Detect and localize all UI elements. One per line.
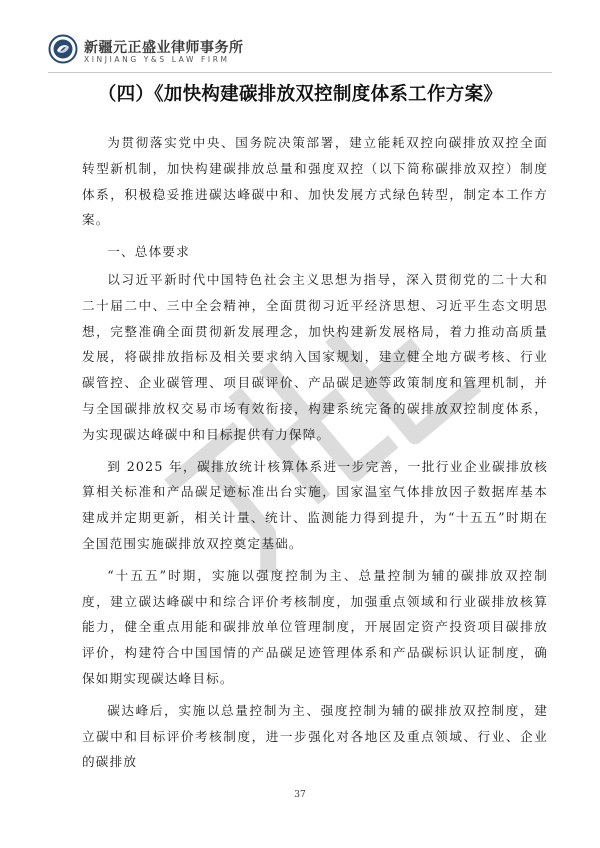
firm-name-cn: 新疆元正盛业律师事务所 [84, 40, 244, 56]
section-title: （四）《加快构建碳排放双控制度体系工作方案》 [97, 84, 503, 105]
document-body [82, 130, 548, 781]
letterhead [48, 34, 348, 70]
page-number: 37 [294, 790, 306, 800]
subheading-general-requirements: 一、总体要求 [107, 244, 190, 260]
paragraph-2025-goals: 到 2025 年，碳排放统计核算体系进一步完善，一批行业企业碳排放核算相关标准和产品碳足迹标准出台实施，国家温室气体排放因子数据库基本建成并定期更新，相关计量、统计、监测能力得到提升，为“十五五”时期在全国范围实施碳排放双控奠定基础。 [82, 458, 548, 551]
firm-logo-icon [48, 34, 78, 64]
paragraph-post-peak: 碳达峰后，实施以总量控制为主、强度控制为辅的碳排放双控制度，建立碳中和目标评价考核制度，进一步强化对各地区及重点领域、行业、企业的碳排放 [82, 702, 548, 770]
paragraph-15th-five-year: “十五五”时期，实施以强度控制为主、总量控制为辅的碳排放双控制度，建立碳达峰碳中和综合评价考核制度，加强重点领域和行业碳排放核算能力，健全重点用能和碳排放单位管理制度，开展固定资产投资项目碳排放评价，构建符合中国国情的产品碳足迹管理体系和产品碳标识认证制度，确保如期实现碳达峰目标。 [82, 567, 548, 686]
header-divider [48, 72, 552, 73]
firm-name-en: XINJIANG Y&S LAW FIRM [84, 55, 230, 64]
paragraph-intro: 为贯彻落实党中央、国务院决策部署，建立能耗双控向碳排放双控全面转型新机制，加快构建碳排放总量和强度双控（以下简称碳排放双控）制度体系，积极稳妥推进碳达峰碳中和、加快发展方式绿色转型，制定本工作方案。 [82, 135, 548, 228]
paragraph-guiding-principle: 以习近平新时代中国特色社会主义思想为指导，深入贯彻党的二十大和二十届二中、三中全会精神，全面贯彻习近平经济思想、习近平生态文明思想，完整准确全面贯彻新发展理念，加快构建新发展格局，着力推动高质量发展，将碳排放指标及相关要求纳入国家规划，建立健全地方碳考核、行业碳管控、企业碳管理、项目碳评价、产品碳足迹等政策制度和管理机制，并与全国碳排放权交易市场有效衔接，构建系统完备的碳排放双控制度体系，为实现碳达峰碳中和目标提供有力保障。 [82, 271, 548, 442]
